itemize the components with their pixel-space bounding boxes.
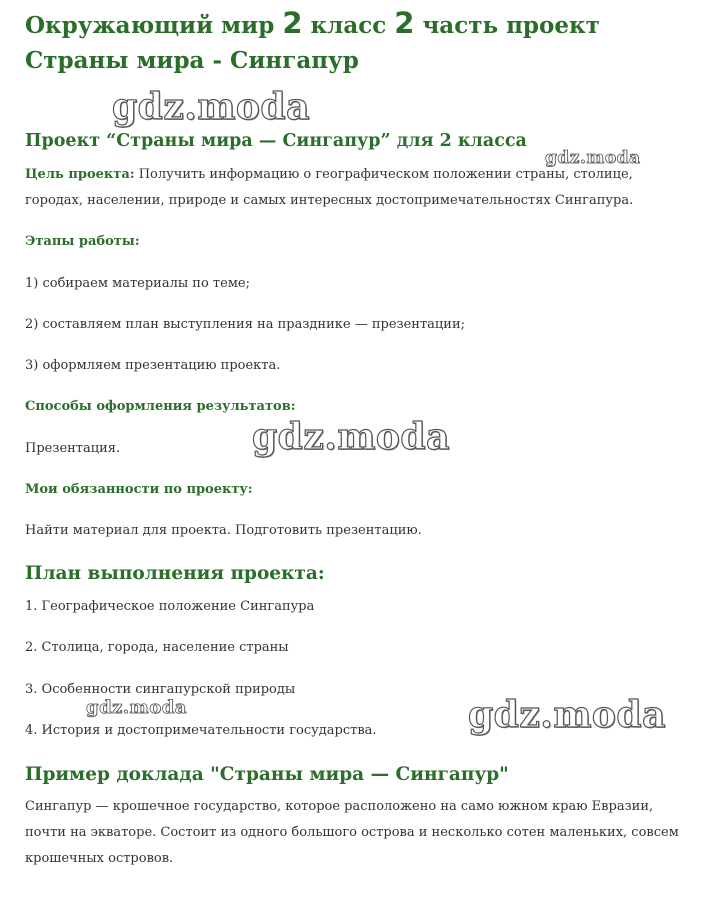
results-label: Способы оформления результатов: [25, 399, 296, 414]
title-part-number: 2 [394, 6, 415, 40]
duties-label: Мои обязанности по проекту: [25, 482, 253, 497]
watermark-logo: gdz.moda [112, 86, 310, 128]
plan-item: 1. Географическое положение Сингапура [25, 599, 315, 614]
plan-item: 2. Столица, города, население страны [25, 640, 289, 655]
plan-heading: План выполнения проекта: [25, 563, 325, 584]
plan-item: 4. История и достопримечательности государства. [25, 723, 377, 738]
watermark-logo: gdz.moda [545, 148, 641, 168]
goal-paragraph [25, 162, 690, 214]
stages-label-colon: : [134, 234, 140, 249]
title-text-3: часть проект Страны мира - Сингапур [25, 12, 600, 74]
report-heading: Пример доклада "Страны мира — Сингапур" [25, 764, 509, 785]
stages-label [25, 234, 140, 249]
stage-item: 1) собираем материалы по теме; [25, 276, 250, 291]
plan-item: 3. Особенности сингапурской природы [25, 682, 296, 697]
goal-text: Получить информацию о географическом положении страны, столице, городах, населении, природе и самых интересных достопримечательностях Сингапура. [25, 167, 634, 208]
page-title [25, 6, 695, 78]
results-text: Презентация. [25, 441, 121, 456]
title-text-2: класс [302, 12, 395, 39]
goal-label: Цель проекта: [25, 167, 135, 182]
stage-item: 2) составляем план выступления на празднике — презентации; [25, 317, 465, 332]
report-paragraph: Сингапур — крошечное государство, которое расположено на само южном краю Евразии, почти на экваторе. Состоит из одного большого острова и несколько сотен маленьких, совсем крошечных островов. [25, 799, 679, 866]
title-text-1: Окружающий мир [25, 12, 283, 39]
project-heading: Проект “Страны мира — Сингапур” для 2 класса [25, 131, 527, 151]
stage-item: 3) оформляем презентацию проекта. [25, 358, 281, 373]
watermark-logo: gdz.moda [468, 694, 666, 736]
duties-text: Найти материал для проекта. Подготовить презентацию. [25, 523, 422, 538]
watermark-logo: gdz.moda [86, 697, 187, 718]
watermark-logo: gdz.moda [252, 416, 450, 458]
stages-label-text: Этапы работы [25, 234, 135, 249]
title-grade-number: 2 [282, 6, 303, 40]
